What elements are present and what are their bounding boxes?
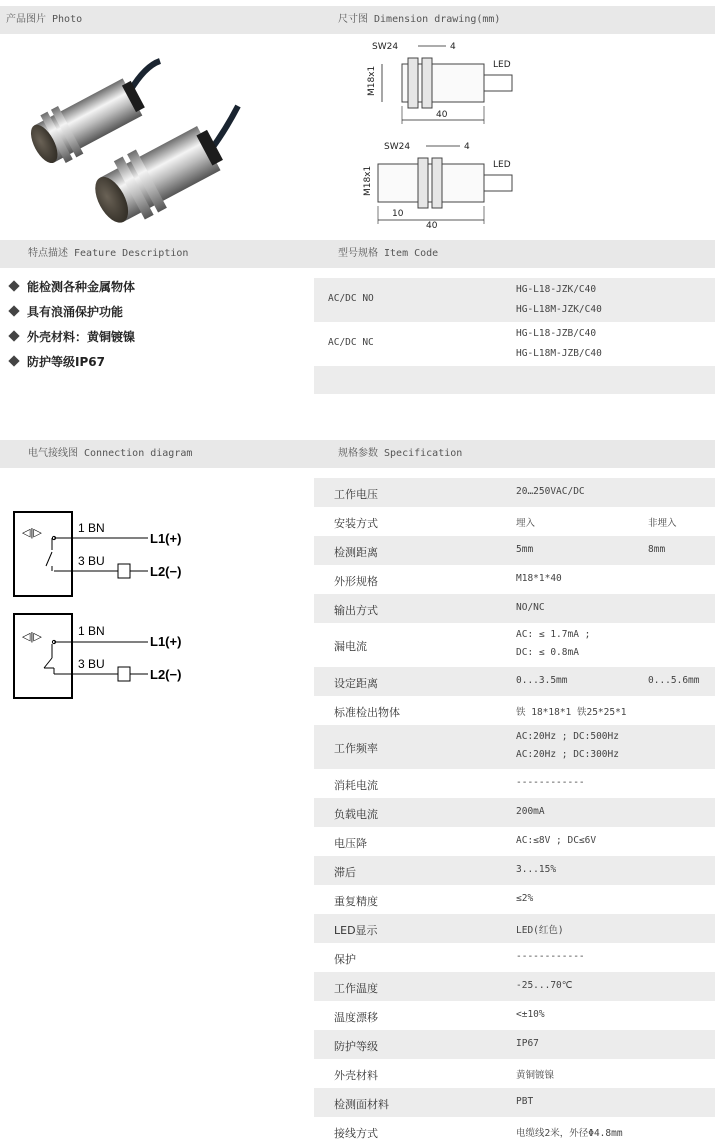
svg-text:◁|▷: ◁|▷ [22, 631, 42, 643]
spec-value: 电缆线2米，外径Φ4.8mm [516, 1127, 623, 1139]
item-code-type: AC/DC NO [328, 293, 374, 304]
spec-key: 接线方式 [334, 1126, 378, 1140]
spec-key: 检测距离 [334, 545, 378, 559]
connection-header-label: 电气接线图 Connection diagram [28, 448, 193, 459]
item-code-value: HG-L18-JZK/C40 [516, 284, 597, 295]
item-code-value: HG-L18-JZB/C40 [516, 328, 597, 339]
dim1-thread: M18x1 [367, 65, 377, 96]
spec-key: LED显示 [334, 923, 378, 937]
dim2-thread: M18x1 [363, 165, 373, 196]
item-code-header-label: 型号规格 Item Code [338, 248, 439, 259]
feature-header-label: 特点描述 Feature Description [28, 248, 189, 259]
spec-row [314, 507, 715, 536]
spec-row [314, 536, 715, 565]
spec-row [314, 943, 715, 972]
dim1-length: 40 [436, 110, 448, 120]
spec-key: 输出方式 [334, 603, 378, 617]
spec-row [314, 1117, 715, 1146]
dim2-offset: 10 [392, 209, 404, 219]
spec-row [314, 696, 715, 725]
nc-l2: L2(−) [150, 667, 182, 682]
spec-row [314, 478, 715, 507]
spec-value: 0...3.5mm [516, 674, 568, 686]
spec-row [314, 856, 715, 885]
spec-row [314, 594, 715, 623]
item-code-value: HG-L18M-JZB/C40 [516, 348, 602, 359]
spec-value-line2: DC: ≤ 0.8mA [516, 647, 579, 658]
diamond-bullet-icon [8, 305, 19, 316]
diamond-bullet-icon [8, 355, 19, 366]
spec-value: AC:20Hz ; DC:500Hz [516, 731, 619, 742]
spec-key: 设定距离 [334, 676, 378, 690]
spec-value-alt: 非埋入 [648, 517, 677, 529]
photo-header [0, 6, 314, 34]
spec-value: NO/NC [516, 601, 545, 613]
item-code-type: AC/DC NC [328, 337, 374, 348]
dim1-sw: SW24 [372, 42, 399, 52]
spec-row [314, 1030, 715, 1059]
feature-text: 外壳材料：黄铜镀镍 [27, 330, 136, 344]
dimension-header-label: 尺寸图 Dimension drawing(mm) [338, 14, 501, 25]
dim2-sw: SW24 [384, 142, 411, 152]
spec-row [314, 1001, 715, 1030]
spec-value: M18*1*40 [516, 572, 562, 584]
spec-value: LED(红色) [516, 924, 564, 936]
spec-value-alt: 8mm [648, 543, 666, 555]
feature-item [10, 328, 135, 345]
spec-key: 滞后 [334, 865, 356, 879]
spec-value: 黄铜镀镍 [516, 1069, 555, 1081]
feature-text: 具有浪涌保护功能 [27, 305, 124, 319]
connection-header [0, 440, 314, 468]
feature-item [10, 278, 135, 295]
dim2-length: 40 [426, 221, 438, 231]
diamond-bullet-icon [8, 280, 19, 291]
spec-value: 5mm [516, 543, 534, 555]
feature-text: 能检测各种金属物体 [27, 280, 136, 294]
spec-value: 20…250VAC/DC [516, 485, 585, 497]
spec-key: 负载电流 [334, 807, 378, 821]
spec-value: 铁 18*18*1 铁25*25*1 [516, 706, 627, 718]
specification-header [314, 440, 715, 468]
spec-row [314, 914, 715, 943]
spec-key: 安装方式 [334, 516, 378, 530]
nc-wire-bu: 3 BU [78, 657, 105, 671]
diamond-bullet-icon [8, 330, 19, 341]
spec-key: 电压降 [334, 836, 367, 850]
feature-text: 防护等级IP67 [27, 355, 105, 369]
specification-header-label: 规格参数 Specification [338, 448, 463, 459]
spec-row [314, 667, 715, 696]
spec-value: 200mA [516, 805, 545, 817]
spec-key: 外壳材料 [334, 1068, 378, 1082]
spec-value: AC:≤8V ; DC≤6V [516, 834, 597, 846]
spec-row [314, 725, 715, 769]
spec-key: 工作频率 [334, 742, 378, 755]
product-photo [10, 36, 310, 236]
spec-value-line2: AC:20Hz ; DC:300Hz [516, 749, 619, 760]
spec-value: PBT [516, 1095, 534, 1107]
spec-value: AC: ≤ 1.7mA ; [516, 629, 591, 640]
item-code-value: HG-L18M-JZK/C40 [516, 304, 602, 315]
spec-value: ≤2% [516, 892, 534, 904]
connection-diagram [12, 508, 202, 700]
spec-row [314, 623, 715, 667]
spec-key: 防护等级 [334, 1039, 378, 1053]
spec-key: 外形规格 [334, 574, 378, 588]
spec-row [314, 798, 715, 827]
photo-header-label: 产品图片 Photo [6, 14, 83, 25]
item-code-row [314, 322, 715, 366]
dim2-nut: 4 [464, 142, 470, 152]
nc-wire-bn: 1 BN [78, 624, 105, 638]
dimension-header [314, 6, 715, 34]
spec-value: <±10% [516, 1008, 545, 1020]
spec-row [314, 1059, 715, 1088]
item-code-row-empty [314, 366, 715, 394]
spec-key: 工作电压 [334, 487, 378, 501]
spec-row [314, 769, 715, 798]
svg-text:◁|▷: ◁|▷ [22, 527, 42, 539]
spec-value: ------------ [516, 950, 585, 962]
spec-value: IP67 [516, 1037, 539, 1049]
spec-key: 消耗电流 [334, 778, 378, 792]
dim1-nut: 4 [450, 42, 456, 52]
spec-value: ------------ [516, 776, 585, 788]
nc-l1: L1(+) [150, 634, 182, 649]
spec-row [314, 827, 715, 856]
spec-key: 漏电流 [334, 640, 367, 653]
spec-key: 重复精度 [334, 894, 378, 908]
dimension-drawing [360, 36, 530, 232]
spec-row [314, 1088, 715, 1117]
item-code-header [314, 240, 715, 268]
feature-header [0, 240, 314, 268]
feature-item [10, 353, 105, 370]
spec-value: 埋入 [516, 517, 536, 529]
spec-row [314, 565, 715, 594]
spec-value: -25...70℃ [516, 979, 573, 991]
spec-key: 保护 [334, 952, 356, 966]
spec-key: 标准检出物体 [334, 705, 400, 719]
spec-row [314, 972, 715, 1001]
dim2-led: LED [493, 160, 511, 170]
no-wire-bu: 3 BU [78, 554, 105, 568]
spec-value: 3...15% [516, 863, 557, 875]
no-wire-bn: 1 BN [78, 521, 105, 535]
spec-key: 工作温度 [334, 981, 378, 995]
feature-item [10, 303, 123, 320]
item-code-row [314, 278, 715, 322]
spec-key: 检测面材料 [334, 1097, 389, 1111]
no-l1: L1(+) [150, 531, 182, 546]
dim1-led: LED [493, 60, 511, 70]
no-l2: L2(−) [150, 564, 182, 579]
spec-value-alt: 0...5.6mm [648, 674, 700, 686]
spec-row [314, 885, 715, 914]
spec-key: 温度漂移 [334, 1010, 378, 1024]
